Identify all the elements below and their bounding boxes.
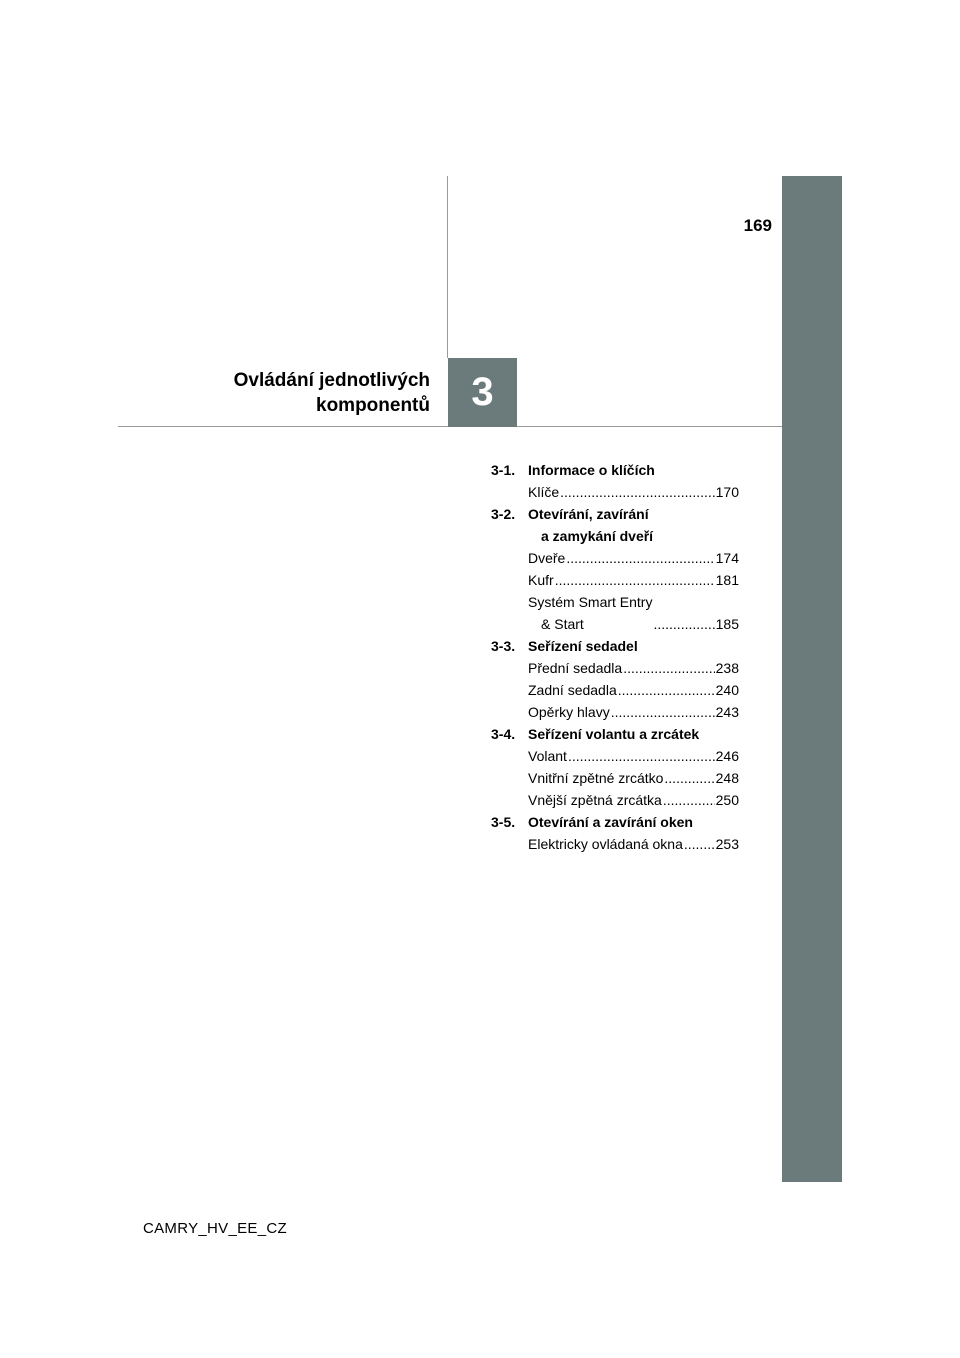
toc-entry-label xyxy=(528,701,610,723)
toc-section-title-line1: Informace o klíčích xyxy=(528,462,655,478)
toc-entry-label xyxy=(528,745,567,767)
toc-entry-page: 174 xyxy=(715,550,739,566)
toc-section-title-line1: Seřízení volantu a zrcátek xyxy=(528,726,700,742)
toc-leader-dots xyxy=(663,789,715,811)
toc-entry-label-line1: Přední sedadla xyxy=(528,660,623,676)
toc-entries xyxy=(491,481,739,503)
toc-section-title xyxy=(528,723,699,745)
toc-entry-label xyxy=(528,833,683,855)
toc-entry-label-line1: Vnitřní zpětné zrcátko xyxy=(528,770,664,786)
toc-entry-page: 243 xyxy=(715,704,739,720)
toc-leader-dots xyxy=(684,833,715,855)
toc-entry[interactable] xyxy=(528,591,739,635)
toc-section-title xyxy=(528,635,638,657)
toc-entry[interactable] xyxy=(528,569,739,591)
toc-entry-page: 248 xyxy=(715,770,739,786)
toc-section-title xyxy=(528,503,653,547)
toc-section-title-line1: Seřízení sedadel xyxy=(528,638,638,654)
toc-entry-label xyxy=(528,569,554,591)
toc-leader-dots xyxy=(623,657,714,679)
toc-entry[interactable] xyxy=(528,701,739,723)
toc-leader-dots xyxy=(664,767,714,789)
toc-section-heading xyxy=(491,459,739,481)
toc-entries xyxy=(491,745,739,811)
toc-section-title xyxy=(528,459,655,481)
toc-entry[interactable] xyxy=(528,745,739,767)
chapter-title-line2: komponentů xyxy=(316,395,430,416)
toc-entry-label-line1: Kufr xyxy=(528,572,554,588)
toc-entry[interactable] xyxy=(528,547,739,569)
toc-entry-label-line1: Systém Smart Entry xyxy=(528,594,653,610)
footer-code: CAMRY_HV_EE_CZ xyxy=(143,1220,287,1237)
chapter-title-line1: Ovládání jednotlivých xyxy=(233,370,430,391)
toc-section-heading xyxy=(491,811,739,833)
toc-entry-page: 185 xyxy=(715,616,739,632)
toc-entry-label-line1: Klíče xyxy=(528,484,560,500)
toc-entries xyxy=(491,833,739,855)
toc-leader-dots xyxy=(566,547,714,569)
toc-entry-label xyxy=(528,547,565,569)
toc-entry-label-line1: Dveře xyxy=(528,550,566,566)
toc-entry-label-line1: Elektricky ovládaná okna xyxy=(528,836,683,852)
toc-entry[interactable] xyxy=(528,789,739,811)
toc-section-heading xyxy=(491,635,739,657)
toc-entry-label xyxy=(528,789,662,811)
toc-entries xyxy=(491,547,739,635)
toc-leader-dots xyxy=(618,679,715,701)
toc-entry[interactable] xyxy=(528,481,739,503)
toc-section-number: 3-4. xyxy=(491,726,516,742)
toc-entry[interactable] xyxy=(528,679,739,701)
toc-entry-label-line1: Volant xyxy=(528,748,567,764)
toc-entry-page: 250 xyxy=(715,792,739,808)
toc-leader-dots xyxy=(560,481,715,503)
toc-entry-label xyxy=(528,657,622,679)
toc-section-number: 3-5. xyxy=(491,814,516,830)
toc-entry-label xyxy=(528,481,559,503)
toc-entry-label-line1: Opěrky hlavy xyxy=(528,704,610,720)
toc-section-title-line2: a zamykání dveří xyxy=(541,528,654,544)
toc-section-title xyxy=(528,811,693,833)
toc-entry-label xyxy=(528,591,652,635)
toc-section-title-line1: Otevírání a zavírání oken xyxy=(528,814,693,830)
toc-leader-dots xyxy=(555,569,715,591)
toc-section-heading xyxy=(491,503,739,547)
toc-entry[interactable] xyxy=(528,767,739,789)
page-number: 169 xyxy=(743,216,772,235)
toc-section-number: 3-2. xyxy=(491,506,516,522)
toc-entry-label xyxy=(528,767,663,789)
toc-leader-dots xyxy=(568,745,715,767)
toc-entry-page: 246 xyxy=(715,748,739,764)
toc-leader-dots xyxy=(611,701,715,723)
toc-section-heading xyxy=(491,723,739,745)
toc-entry-label xyxy=(528,679,617,701)
chapter-side-tab xyxy=(782,176,842,1182)
toc-entries xyxy=(491,657,739,723)
table-of-contents xyxy=(491,459,739,855)
toc-entry-page: 253 xyxy=(715,836,739,852)
toc-leader-dots xyxy=(653,613,714,635)
toc-entry[interactable] xyxy=(528,657,739,679)
toc-section-number: 3-1. xyxy=(491,462,516,478)
toc-entry-page: 170 xyxy=(715,484,739,500)
toc-entry-page: 240 xyxy=(715,682,739,698)
toc-entry-page: 181 xyxy=(715,572,739,588)
toc-entry-page: 238 xyxy=(715,660,739,676)
toc-section-title-line1: Otevírání, zavírání xyxy=(528,506,649,522)
chapter-number-box: 3 xyxy=(448,358,517,427)
toc-entry-label-line1: Vnější zpětná zrcátka xyxy=(528,792,662,808)
toc-entry[interactable] xyxy=(528,833,739,855)
toc-entry-label-line1: Zadní sedadla xyxy=(528,682,617,698)
toc-entry-label-line2: & Start xyxy=(541,616,584,632)
vertical-rule xyxy=(447,176,448,358)
chapter-title xyxy=(234,368,430,418)
toc-section-number: 3-3. xyxy=(491,638,516,654)
